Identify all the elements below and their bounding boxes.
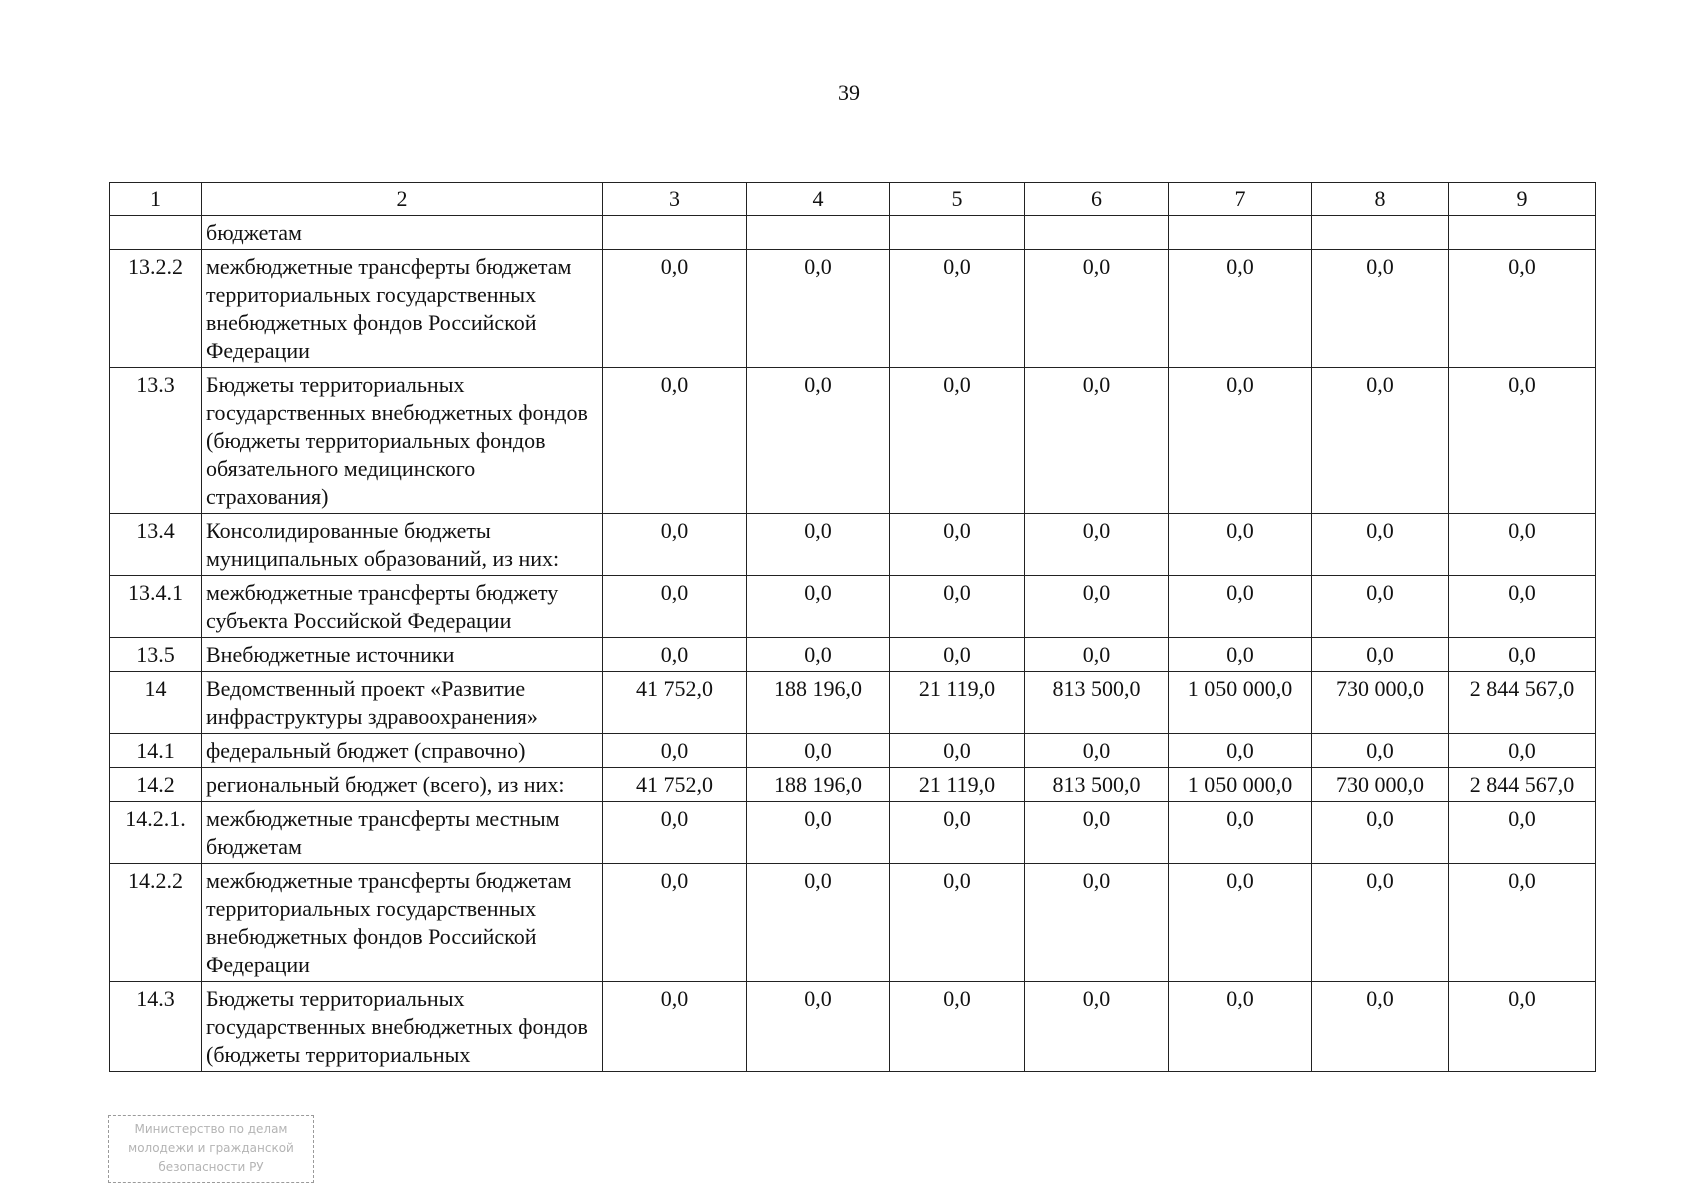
value-cell: 0,0	[1449, 802, 1596, 864]
value-cell: 0,0	[1312, 368, 1449, 514]
value-cell: 41 752,0	[603, 672, 747, 734]
table-row	[110, 768, 1596, 802]
value-cell: 0,0	[1025, 802, 1169, 864]
row-number-cell	[110, 216, 202, 250]
column-header: 2	[202, 183, 603, 216]
table-header-row	[110, 183, 1596, 216]
value-cell: 0,0	[747, 576, 890, 638]
value-cell	[1312, 216, 1449, 250]
value-cell: 0,0	[603, 514, 747, 576]
value-cell: 0,0	[1312, 576, 1449, 638]
column-header: 5	[890, 183, 1025, 216]
value-cell: 0,0	[890, 802, 1025, 864]
table-row	[110, 216, 1596, 250]
value-cell: 0,0	[747, 864, 890, 982]
value-cell: 0,0	[890, 514, 1025, 576]
row-number-cell: 13.4.1	[110, 576, 202, 638]
value-cell: 0,0	[1169, 250, 1312, 368]
value-cell: 0,0	[1449, 576, 1596, 638]
row-name-cell: межбюджетные трансферты бюджетам территориальных государственных внебюджетных фондов Российской Федерации	[202, 864, 603, 982]
value-cell: 0,0	[1025, 250, 1169, 368]
value-cell: 188 196,0	[747, 768, 890, 802]
row-name-cell: межбюджетные трансферты бюджету субъекта Российской Федерации	[202, 576, 603, 638]
value-cell: 0,0	[1169, 368, 1312, 514]
value-cell: 0,0	[1169, 802, 1312, 864]
value-cell: 813 500,0	[1025, 672, 1169, 734]
value-cell: 730 000,0	[1312, 768, 1449, 802]
value-cell: 0,0	[1449, 734, 1596, 768]
value-cell	[603, 216, 747, 250]
value-cell: 0,0	[890, 864, 1025, 982]
value-cell: 0,0	[1312, 514, 1449, 576]
row-name-cell: межбюджетные трансферты местным бюджетам	[202, 802, 603, 864]
table-row	[110, 802, 1596, 864]
row-number-cell: 14.3	[110, 982, 202, 1072]
row-name-cell: Бюджеты территориальных государственных внебюджетных фондов (бюджеты территориальных	[202, 982, 603, 1072]
value-cell: 0,0	[603, 250, 747, 368]
value-cell: 0,0	[890, 250, 1025, 368]
row-number-cell: 13.3	[110, 368, 202, 514]
value-cell: 0,0	[1449, 368, 1596, 514]
value-cell: 0,0	[1025, 982, 1169, 1072]
value-cell: 2 844 567,0	[1449, 768, 1596, 802]
value-cell: 188 196,0	[747, 672, 890, 734]
stamp-line: Министерство по делам	[134, 1122, 288, 1136]
value-cell: 0,0	[890, 734, 1025, 768]
value-cell: 0,0	[1312, 734, 1449, 768]
value-cell: 41 752,0	[603, 768, 747, 802]
approval-stamp	[108, 1115, 314, 1183]
value-cell: 0,0	[1025, 638, 1169, 672]
value-cell: 0,0	[747, 514, 890, 576]
value-cell: 0,0	[890, 638, 1025, 672]
value-cell: 0,0	[1449, 982, 1596, 1072]
value-cell: 0,0	[1312, 250, 1449, 368]
value-cell: 1 050 000,0	[1169, 768, 1312, 802]
value-cell: 0,0	[1312, 982, 1449, 1072]
value-cell: 0,0	[1312, 864, 1449, 982]
table-row	[110, 250, 1596, 368]
value-cell: 0,0	[890, 982, 1025, 1072]
value-cell: 0,0	[1025, 734, 1169, 768]
table-row	[110, 734, 1596, 768]
value-cell: 0,0	[1169, 514, 1312, 576]
row-number-cell: 14.2	[110, 768, 202, 802]
value-cell: 0,0	[603, 734, 747, 768]
value-cell: 0,0	[1025, 576, 1169, 638]
page-number: 39	[838, 80, 860, 105]
value-cell	[1169, 216, 1312, 250]
value-cell: 0,0	[747, 734, 890, 768]
value-cell: 0,0	[1449, 250, 1596, 368]
column-header: 6	[1025, 183, 1169, 216]
value-cell: 0,0	[1449, 638, 1596, 672]
row-name-cell: региональный бюджет (всего), из них:	[202, 768, 603, 802]
value-cell: 1 050 000,0	[1169, 672, 1312, 734]
stamp-line: безопасности РУ	[158, 1160, 264, 1174]
value-cell: 0,0	[1169, 864, 1312, 982]
row-name-cell: межбюджетные трансферты бюджетам территориальных государственных внебюджетных фондов Российской Федерации	[202, 250, 603, 368]
row-number-cell: 14	[110, 672, 202, 734]
value-cell: 0,0	[890, 368, 1025, 514]
value-cell: 0,0	[1312, 638, 1449, 672]
row-number-cell: 13.5	[110, 638, 202, 672]
row-name-cell: Консолидированные бюджеты муниципальных образований, из них:	[202, 514, 603, 576]
row-number-cell: 14.1	[110, 734, 202, 768]
row-name-cell: Ведомственный проект «Развитие инфраструктуры здравоохранения»	[202, 672, 603, 734]
value-cell: 730 000,0	[1312, 672, 1449, 734]
row-name-cell: Бюджеты территориальных государственных внебюджетных фондов (бюджеты территориальных фондов обязательного медицинского страхования)	[202, 368, 603, 514]
value-cell	[890, 216, 1025, 250]
table-row	[110, 514, 1596, 576]
value-cell: 0,0	[603, 368, 747, 514]
row-name-cell: федеральный бюджет (справочно)	[202, 734, 603, 768]
table-row	[110, 982, 1596, 1072]
value-cell: 0,0	[1169, 576, 1312, 638]
value-cell: 0,0	[747, 802, 890, 864]
value-cell: 0,0	[1169, 982, 1312, 1072]
value-cell: 0,0	[603, 982, 747, 1072]
table-row	[110, 576, 1596, 638]
column-header: 7	[1169, 183, 1312, 216]
stamp-line: молодежи и гражданской	[128, 1141, 294, 1155]
row-number-cell: 14.2.1.	[110, 802, 202, 864]
value-cell: 2 844 567,0	[1449, 672, 1596, 734]
value-cell: 0,0	[1025, 368, 1169, 514]
row-number-cell: 14.2.2	[110, 864, 202, 982]
column-header: 1	[110, 183, 202, 216]
value-cell: 0,0	[1449, 864, 1596, 982]
column-header: 9	[1449, 183, 1596, 216]
value-cell: 0,0	[1025, 514, 1169, 576]
value-cell: 0,0	[603, 864, 747, 982]
table-row	[110, 638, 1596, 672]
value-cell: 0,0	[1025, 864, 1169, 982]
table-row	[110, 864, 1596, 982]
value-cell: 0,0	[1449, 514, 1596, 576]
value-cell: 0,0	[1169, 734, 1312, 768]
value-cell: 0,0	[747, 368, 890, 514]
row-number-cell: 13.2.2	[110, 250, 202, 368]
column-header: 8	[1312, 183, 1449, 216]
value-cell	[1025, 216, 1169, 250]
value-cell: 0,0	[890, 576, 1025, 638]
value-cell: 0,0	[1312, 802, 1449, 864]
value-cell: 0,0	[747, 638, 890, 672]
table-row	[110, 368, 1596, 514]
value-cell: 0,0	[1169, 638, 1312, 672]
value-cell: 0,0	[747, 982, 890, 1072]
value-cell	[1449, 216, 1596, 250]
value-cell	[747, 216, 890, 250]
value-cell: 21 119,0	[890, 672, 1025, 734]
column-header: 3	[603, 183, 747, 216]
value-cell: 0,0	[603, 576, 747, 638]
value-cell: 0,0	[603, 802, 747, 864]
row-name-cell: Внебюджетные источники	[202, 638, 603, 672]
value-cell: 813 500,0	[1025, 768, 1169, 802]
row-name-cell: бюджетам	[202, 216, 603, 250]
value-cell: 0,0	[603, 638, 747, 672]
value-cell: 21 119,0	[890, 768, 1025, 802]
value-cell: 0,0	[747, 250, 890, 368]
budget-table	[109, 182, 1596, 1072]
row-number-cell: 13.4	[110, 514, 202, 576]
table-row	[110, 672, 1596, 734]
column-header: 4	[747, 183, 890, 216]
